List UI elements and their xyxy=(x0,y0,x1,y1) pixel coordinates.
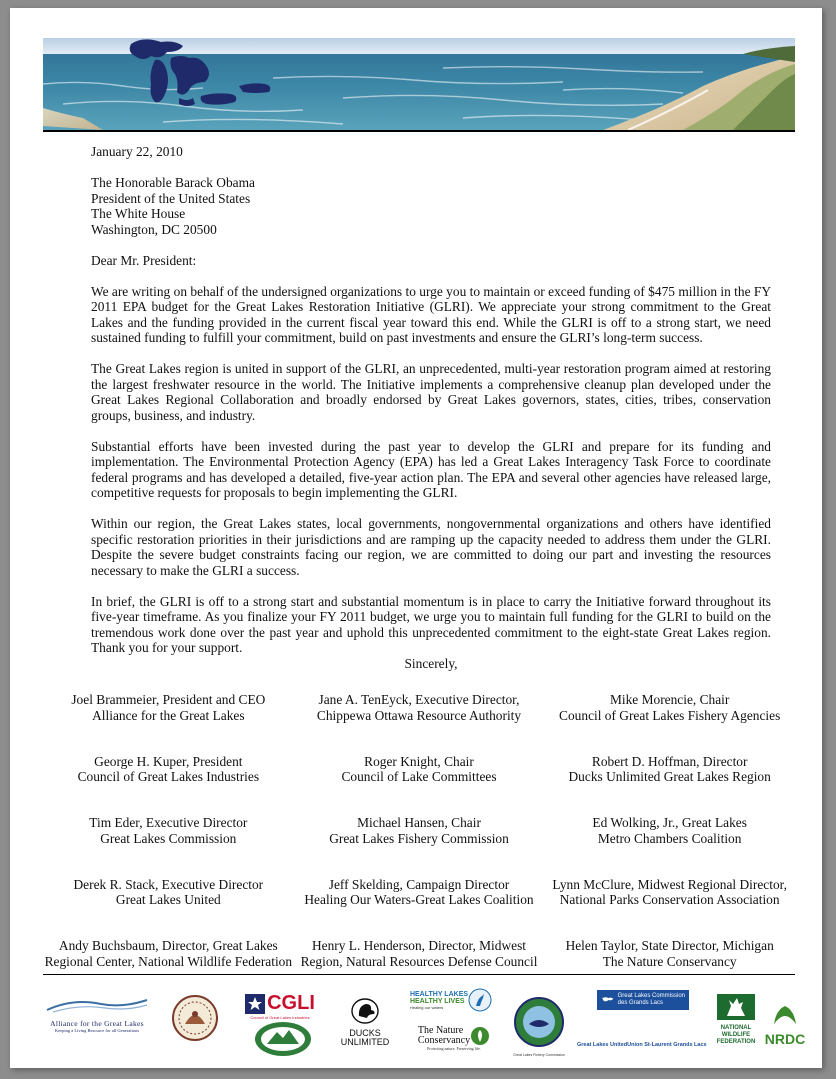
body-paragraph: We are writing on behalf of the undersigned organizations to urge you to maintain or exceed funding of $475 million in the FY 2011 EPA budget for the Great Lakes Restoration Initiative (GLRI). We appreciate your strong commitment to the Great Lakes and the funding provided in the current fiscal year toward this end. While the GLRI is off to a strong start, we need sustained funding to fulfill your commitment, build on past investments and ensure the GLRI’s long-term success. xyxy=(91,283,771,345)
signatory-org: Council of Great Lakes Fishery Agencies xyxy=(559,707,781,723)
signature-row xyxy=(43,815,795,877)
address-line: President of the United States xyxy=(91,190,251,206)
letter-body xyxy=(91,144,771,671)
alliance-logo xyxy=(43,996,151,1033)
signatory-name: Andy Buchsbaum, Director, Great Lakes xyxy=(58,938,278,953)
ducks-logo-line2: UNLIMITED xyxy=(340,1037,390,1047)
national-wildlife-federation-logo xyxy=(711,994,761,1046)
glfc-logo-name: Great Lakes Fishery Commission xyxy=(513,1053,565,1057)
signatory-name: Helen Taylor, State Director, Michigan xyxy=(565,938,774,953)
tnc-logo-tagline: Protecting nature. Preserving life. xyxy=(427,1046,481,1051)
signatory-name: Jane A. TenEyck, Executive Director, xyxy=(318,692,520,707)
signatory-org: Council of Lake Committees xyxy=(341,769,497,784)
signature-row xyxy=(43,754,795,816)
recipient-address xyxy=(91,175,771,237)
great-lakes-photo-banner xyxy=(43,38,795,130)
great-lakes-fishery-commission-logo xyxy=(513,996,565,1057)
tnc-logo-line1: The Nature xyxy=(417,1025,464,1036)
cgli-logo-sub: Council of Great Lakes Industries xyxy=(250,1015,310,1020)
signatory xyxy=(43,877,294,939)
body-paragraph: Substantial efforts have been invested during the past year to develop the GLRI and prepare for its funding and implementation. The Environmental Protection Agency (EPA) has led a Great Lakes Interagency Task Force to coordinate federal programs and has developed a detailed, five-year action plan. The EPA and several other agencies have released large, competitive requests for proposals to begin implementing the GLRI. xyxy=(91,438,771,500)
signatory-org: National Parks Conservation Association xyxy=(559,892,780,907)
chippewa-seal-logo xyxy=(171,994,219,1047)
nwf-logo-line3: FEDERATION xyxy=(716,1039,756,1045)
signatory xyxy=(544,692,795,754)
letter-page xyxy=(10,8,822,1068)
signatory-org: Council of Great Lakes Industries xyxy=(77,769,260,784)
signatory-org: The Nature Conservancy xyxy=(602,953,737,969)
nrdc-logo xyxy=(761,1004,809,1047)
how-logo-line1: HEALTHY LAKES xyxy=(409,990,469,998)
signatory-name: Roger Knight, Chair xyxy=(364,753,474,769)
great-lakes-united-logo xyxy=(577,1036,707,1048)
nature-conservancy-logo xyxy=(409,1026,499,1051)
healing-our-waters-logo xyxy=(403,988,499,1012)
signatory-org: Alliance for the Great Lakes xyxy=(92,707,245,723)
signatory-org: Great Lakes United xyxy=(115,892,221,907)
signatory-org: Great Lakes Fishery Commission xyxy=(329,830,509,846)
signature-row xyxy=(43,692,795,754)
nwf-logo-line2: WILDLIFE xyxy=(721,1032,751,1038)
body-paragraph: Within our region, the Great Lakes states, local governments, nongovernmental organizations and others have identified specific restoration priorities in their jurisdictions and are ramping up the capacity needed to address them under the GLRI. Despite the severe budget constraints facing our region, we are committed to doing our part and investing the resources necessary to make the GLRI a success. xyxy=(91,516,771,578)
signatory-name: Michael Hansen, Chair xyxy=(357,815,481,830)
partner-logos xyxy=(43,980,813,1060)
star-flag-icon xyxy=(245,994,265,1014)
signatory-name: Tim Eder, Executive Director xyxy=(89,815,248,830)
body-paragraph: In brief, the GLRI is off to a strong start and substantial momentum is in place to carry the Initiative forward throughout its five-year timeframe. As you finalize your FY 2011 budget, we urge you to maintain full funding for the GLRI to build on the tremendous work done over the past year and uphold this unprecedented commitment to the eight-state Great Lakes region. Thank you for your support. xyxy=(91,593,771,655)
lakes-map-icon xyxy=(601,993,615,1007)
glu-logo-line1: Great Lakes United xyxy=(577,1042,628,1048)
signatory xyxy=(43,754,294,816)
tnc-logo-line2: Conservancy xyxy=(417,1035,471,1046)
nrdc-leaf-icon xyxy=(772,1004,798,1026)
fishery-emblem-icon xyxy=(513,996,565,1048)
heron-icon xyxy=(468,988,492,1012)
salutation: Dear Mr. President: xyxy=(91,252,197,268)
signatory-name: Henry L. Henderson, Director, Midwest xyxy=(311,938,527,953)
deer-icon xyxy=(717,994,755,1020)
ducks-logo-line1: DUCKS xyxy=(349,1028,381,1038)
signatory-org: Region, Natural Resources Defense Council xyxy=(300,953,538,969)
signatory-org: Great Lakes Commission xyxy=(100,830,237,846)
signature-row xyxy=(43,877,795,939)
signatory-name: Lynn McClure, Midwest Regional Director, xyxy=(552,876,787,892)
cgli-logo-mark: CGLI xyxy=(267,992,315,1014)
signatory-name: Joel Brammeier, President and CEO xyxy=(71,692,266,707)
body-paragraph: The Great Lakes region is united in support of the GLRI, an unprecedented, multi-year restoration program aimed at restoring the largest freshwater resource in the world. The Initiative implements a comprehensive cleanup plan developed under the Great Lakes Regional Collaboration and broadly endorsed by Great Lakes governors, states, cities, tribes, conservation groups, business, and industry. xyxy=(91,361,771,423)
signature-block xyxy=(43,692,795,1000)
glc-logo-line2: des Grands Lacs xyxy=(617,1000,663,1006)
signatory-org: Chippewa Ottawa Resource Authority xyxy=(316,707,522,723)
ducks-unlimited-logo xyxy=(333,998,397,1047)
alliance-logo-name: Alliance for the Great Lakes xyxy=(50,1019,144,1028)
signatory-name: Ed Wolking, Jr., Great Lakes xyxy=(592,815,747,830)
address-line: Washington, DC 20500 xyxy=(91,221,217,237)
signatory-name: Derek R. Stack, Executive Director xyxy=(73,876,264,892)
glc-logo-line1: Great Lakes Commission xyxy=(617,993,685,999)
how-logo-line3: Healing our waters xyxy=(409,1004,444,1010)
nwf-logo-line1: NATIONAL xyxy=(720,1025,752,1031)
seal-icon xyxy=(171,994,219,1042)
signatory xyxy=(294,692,545,754)
cgli-logo xyxy=(235,992,325,1020)
signatory xyxy=(544,815,795,877)
signatory xyxy=(544,754,795,816)
glu-logo-line2: Union St-Laurent Grands Lacs xyxy=(627,1042,707,1048)
signatory-org: Ducks Unlimited Great Lakes Region xyxy=(568,769,771,784)
letter-date: January 22, 2010 xyxy=(91,144,183,159)
oak-leaf-icon xyxy=(470,1026,490,1046)
signatory xyxy=(294,815,545,877)
closing: Sincerely, xyxy=(404,655,458,671)
signatory xyxy=(43,815,294,877)
address-line: The Honorable Barack Obama xyxy=(91,175,255,190)
signatory xyxy=(544,877,795,939)
alliance-logo-tagline: Keeping a Living Resource for all Generations xyxy=(54,1028,140,1033)
signatory-org: Healing Our Waters-Great Lakes Coalition xyxy=(304,892,534,907)
signatory-name: Robert D. Hoffman, Director xyxy=(591,753,748,769)
address-line: The White House xyxy=(91,206,186,221)
signatory-name: George H. Kuper, President xyxy=(94,753,243,769)
signatory xyxy=(43,692,294,754)
header-banner xyxy=(43,38,795,132)
signatory-org: Regional Center, National Wildlife Federation xyxy=(44,953,293,969)
signatory xyxy=(294,754,545,816)
great-lakes-commission-logo xyxy=(597,990,689,1010)
footer-divider xyxy=(43,974,795,975)
signatory-name: Jeff Skelding, Campaign Director xyxy=(328,876,510,892)
nrdc-logo-mark: NRDC xyxy=(764,1031,806,1047)
signatory-name: Mike Morencie, Chair xyxy=(609,692,730,707)
wave-icon xyxy=(43,996,151,1014)
duck-head-icon xyxy=(350,998,380,1024)
signatory-org: Metro Chambers Coalition xyxy=(597,830,742,846)
npca-logo xyxy=(253,1020,313,1063)
how-logo-line2: HEALTHY LIVES xyxy=(409,997,465,1005)
npca-emblem-icon xyxy=(253,1020,313,1058)
signatory xyxy=(294,877,545,939)
